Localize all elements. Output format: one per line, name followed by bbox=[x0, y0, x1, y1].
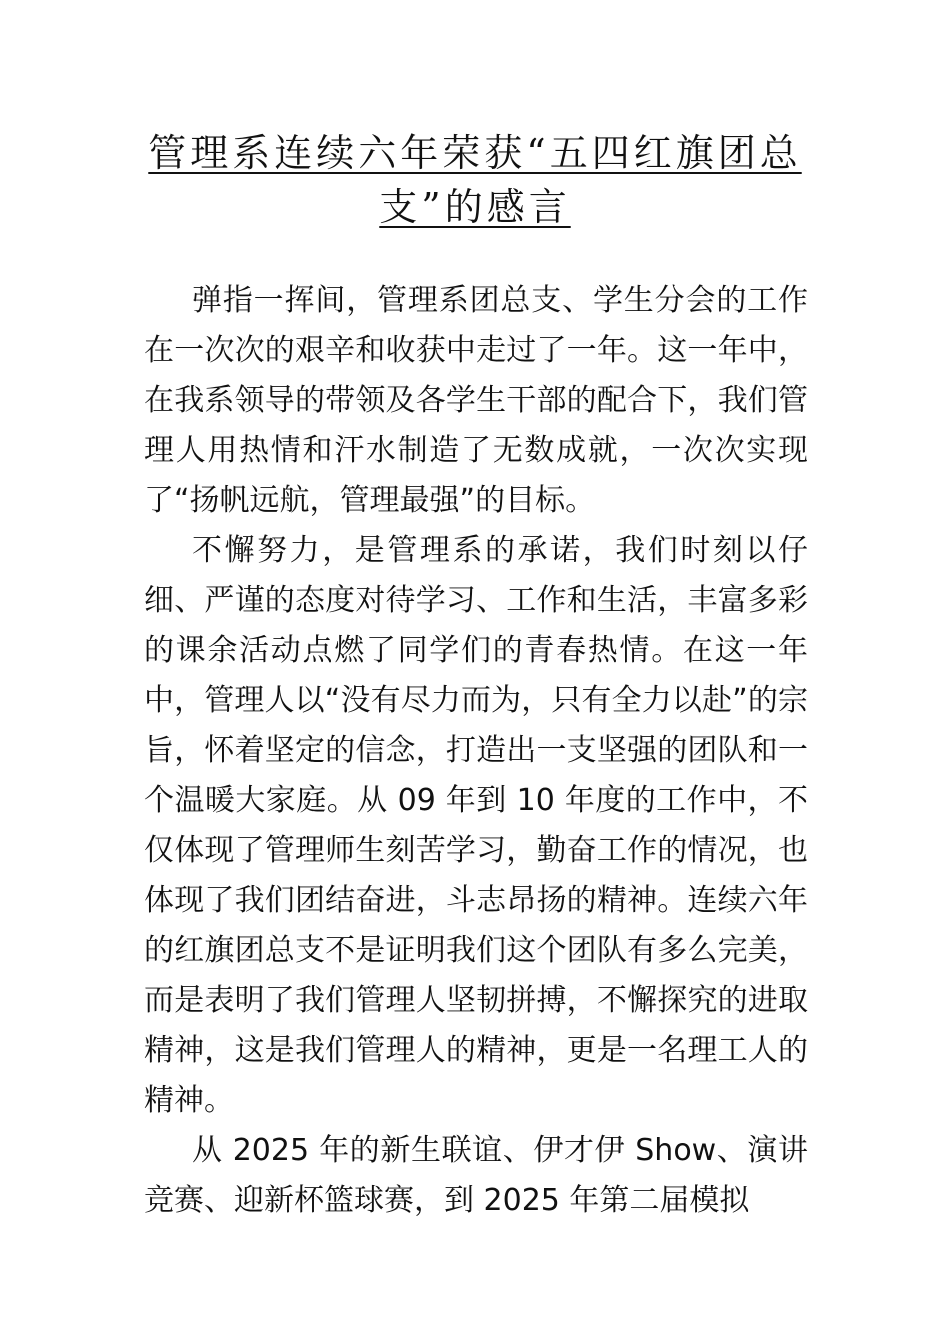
document-title bbox=[140, 126, 810, 234]
document-body bbox=[144, 276, 808, 1226]
paragraph-3: 从 2025 年的新生联谊、伊才伊 Show、演讲竞赛、迎新杯篮球赛，到 2025 年第二届模拟 bbox=[144, 1133, 808, 1218]
paragraph-1: 弹指一挥间，管理系团总支、学生分会的工作在一次次的艰辛和收获中走过了一年。这一年中，在我系领导的带领及各学生干部的配合下，我们管理人用热情和汗水制造了无数成就，一次次实现了“扬帆远航，管理最强”的目标。 bbox=[144, 283, 808, 518]
paragraph-2: 不懈努力，是管理系的承诺，我们时刻以仔细、严谨的态度对待学习、工作和生活，丰富多彩的课余活动点燃了同学们的青春热情。在这一年中，管理人以“没有尽力而为，只有全力以赴”的宗旨，怀着坚定的信念，打造出一支坚强的团队和一个温暖大家庭。从 09 年到 10 年度的工作中，不仅体现了管理师生刻苦学习，勤奋工作的情况，也体现了我们团结奋进，斗志昂扬的精神。连续六年的红旗团总支不是证明我们这个团队有多么完美，而是表明了我们管理人坚韧拼搏，不懈探究的进取精神，这是我们管理人的精神，更是一名理工人的精神。 bbox=[144, 533, 808, 1118]
document-title-text: 管理系连续六年荣获“五四红旗团总支”的感言 bbox=[148, 131, 802, 229]
